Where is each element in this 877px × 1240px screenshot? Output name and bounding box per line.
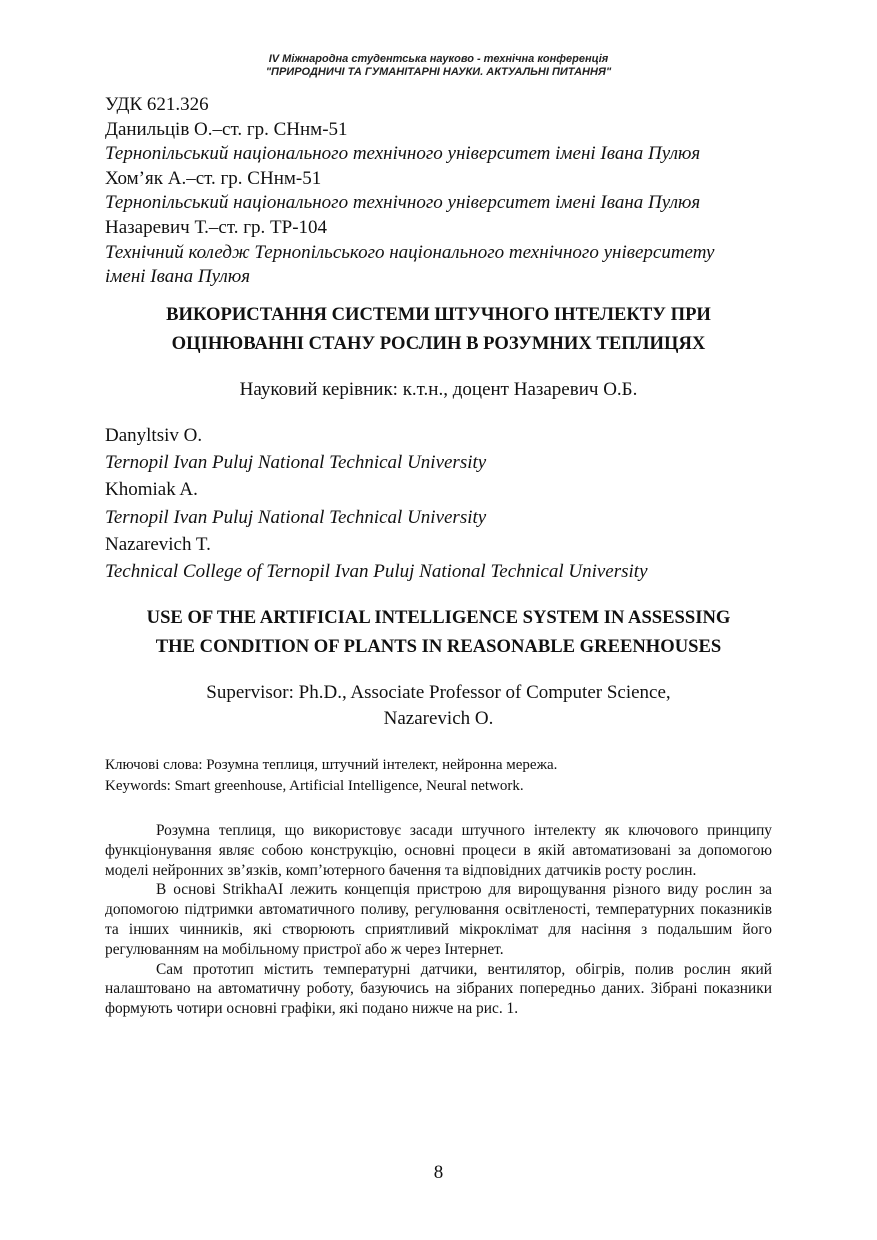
- ua-title-line: ВИКОРИСТАННЯ СИСТЕМИ ШТУЧНОГО ІНТЕЛЕКТУ ПРИ: [166, 304, 711, 325]
- en-author-name: Danyltsiv O.: [105, 425, 203, 446]
- en-title-line: THE CONDITION OF PLANTS IN REASONABLE GREENHOUSES: [155, 636, 722, 657]
- en-author-affiliation: Technical College of Ternopil Ivan Puluj National Technical University: [105, 561, 648, 583]
- page-number: 8: [433, 1162, 444, 1183]
- body-paragraph: В основі StrikhaAI лежить концепція пристрою для вирощування різного виду рослин за допомогою підтримки автоматичного поливу, регулювання освітленості, температурних показників та інших чинників, які створюють сприятливий мікроклімат для насіння з подальшим його регулюванням на мобільному пристрої або ж через Інтернет.: [105, 881, 772, 958]
- ua-supervisor-line: Науковий керівник: к.т.н., доцент Назаревич О.Б.: [239, 379, 638, 400]
- ua-supervisor: [90, 377, 787, 403]
- en-author-block: [105, 422, 785, 585]
- conference-header: [0, 53, 877, 79]
- en-title-line: USE OF THE ARTIFICIAL INTELLIGENCE SYSTEM IN ASSESSING: [146, 607, 731, 628]
- body-paragraph: Розумна теплиця, що використовує засади штучного інтелекту як ключового принципу функціонування являє собою конструкцію, основні процеси в якій автоматизовані за допомогою моделі нейронних зв’язків, комп’ютерного бачення та відповідних датчиків росту рослин.: [105, 822, 772, 879]
- ua-author-affiliation: Технічний коледж Тернопільського національного технічного університету: [105, 241, 715, 263]
- ua-author-affiliation: імені Івана Пулюя: [105, 266, 251, 288]
- ua-author-affiliation: Тернопільський національного технічного університет імені Івана Пулюя: [105, 143, 701, 165]
- conference-header-line-1: IV Міжнародна студентська науково - технічна конференція: [268, 53, 609, 65]
- ua-author-name: Назаревич Т.–ст. гр. ТР-104: [105, 216, 328, 238]
- ua-title-line: ОЦІНЮВАННІ СТАНУ РОСЛИН В РОЗУМНИХ ТЕПЛИЦЯХ: [171, 333, 706, 354]
- conference-header-line-2: "ПРИРОДНИЧІ ТА ГУМАНІТАРНІ НАУКИ. АКТУАЛЬНІ ПИТАННЯ": [265, 66, 612, 78]
- en-author-name: Nazarevich T.: [105, 533, 211, 555]
- ua-author-block: [105, 93, 785, 290]
- udk-code: УДК 621.326: [105, 94, 209, 115]
- ua-author-affiliation: Тернопільський національного технічного університет імені Івана Пулюя: [105, 192, 701, 214]
- en-author-name: Khomiak A.: [105, 479, 198, 501]
- body-text: [105, 821, 772, 1019]
- body-paragraph: Сам прототип містить температурні датчики, вентилятор, обігрів, полив рослин який налаштовано на автоматичну роботу, базуючись на зібраних попередньо даних. Зібрані показники формують чотири основні графіки, які подано нижче на рис. 1.: [105, 960, 772, 1018]
- en-supervisor-line: Supervisor: Ph.D., Associate Professor of Computer Science,: [206, 682, 671, 703]
- keywords-block: [105, 755, 785, 797]
- keywords-en: Keywords: Smart greenhouse, Artificial Intelligence, Neural network.: [105, 778, 524, 794]
- en-author-affiliation: Ternopil Ivan Puluj National Technical University: [105, 452, 487, 474]
- en-paper-title: [90, 603, 787, 661]
- keywords-ua: Ключові слова: Розумна теплиця, штучний інтелект, нейронна мережа.: [105, 757, 558, 773]
- en-author-affiliation: Ternopil Ivan Puluj National Technical University: [105, 506, 487, 528]
- ua-paper-title: [90, 300, 787, 358]
- en-supervisor: [90, 680, 787, 732]
- ua-author-name: Хом’як А.–ст. гр. СНнм-51: [105, 167, 322, 189]
- ua-author-name: Данильців О.–ст. гр. СНнм-51: [105, 118, 348, 140]
- en-supervisor-line: Nazarevich O.: [383, 708, 494, 729]
